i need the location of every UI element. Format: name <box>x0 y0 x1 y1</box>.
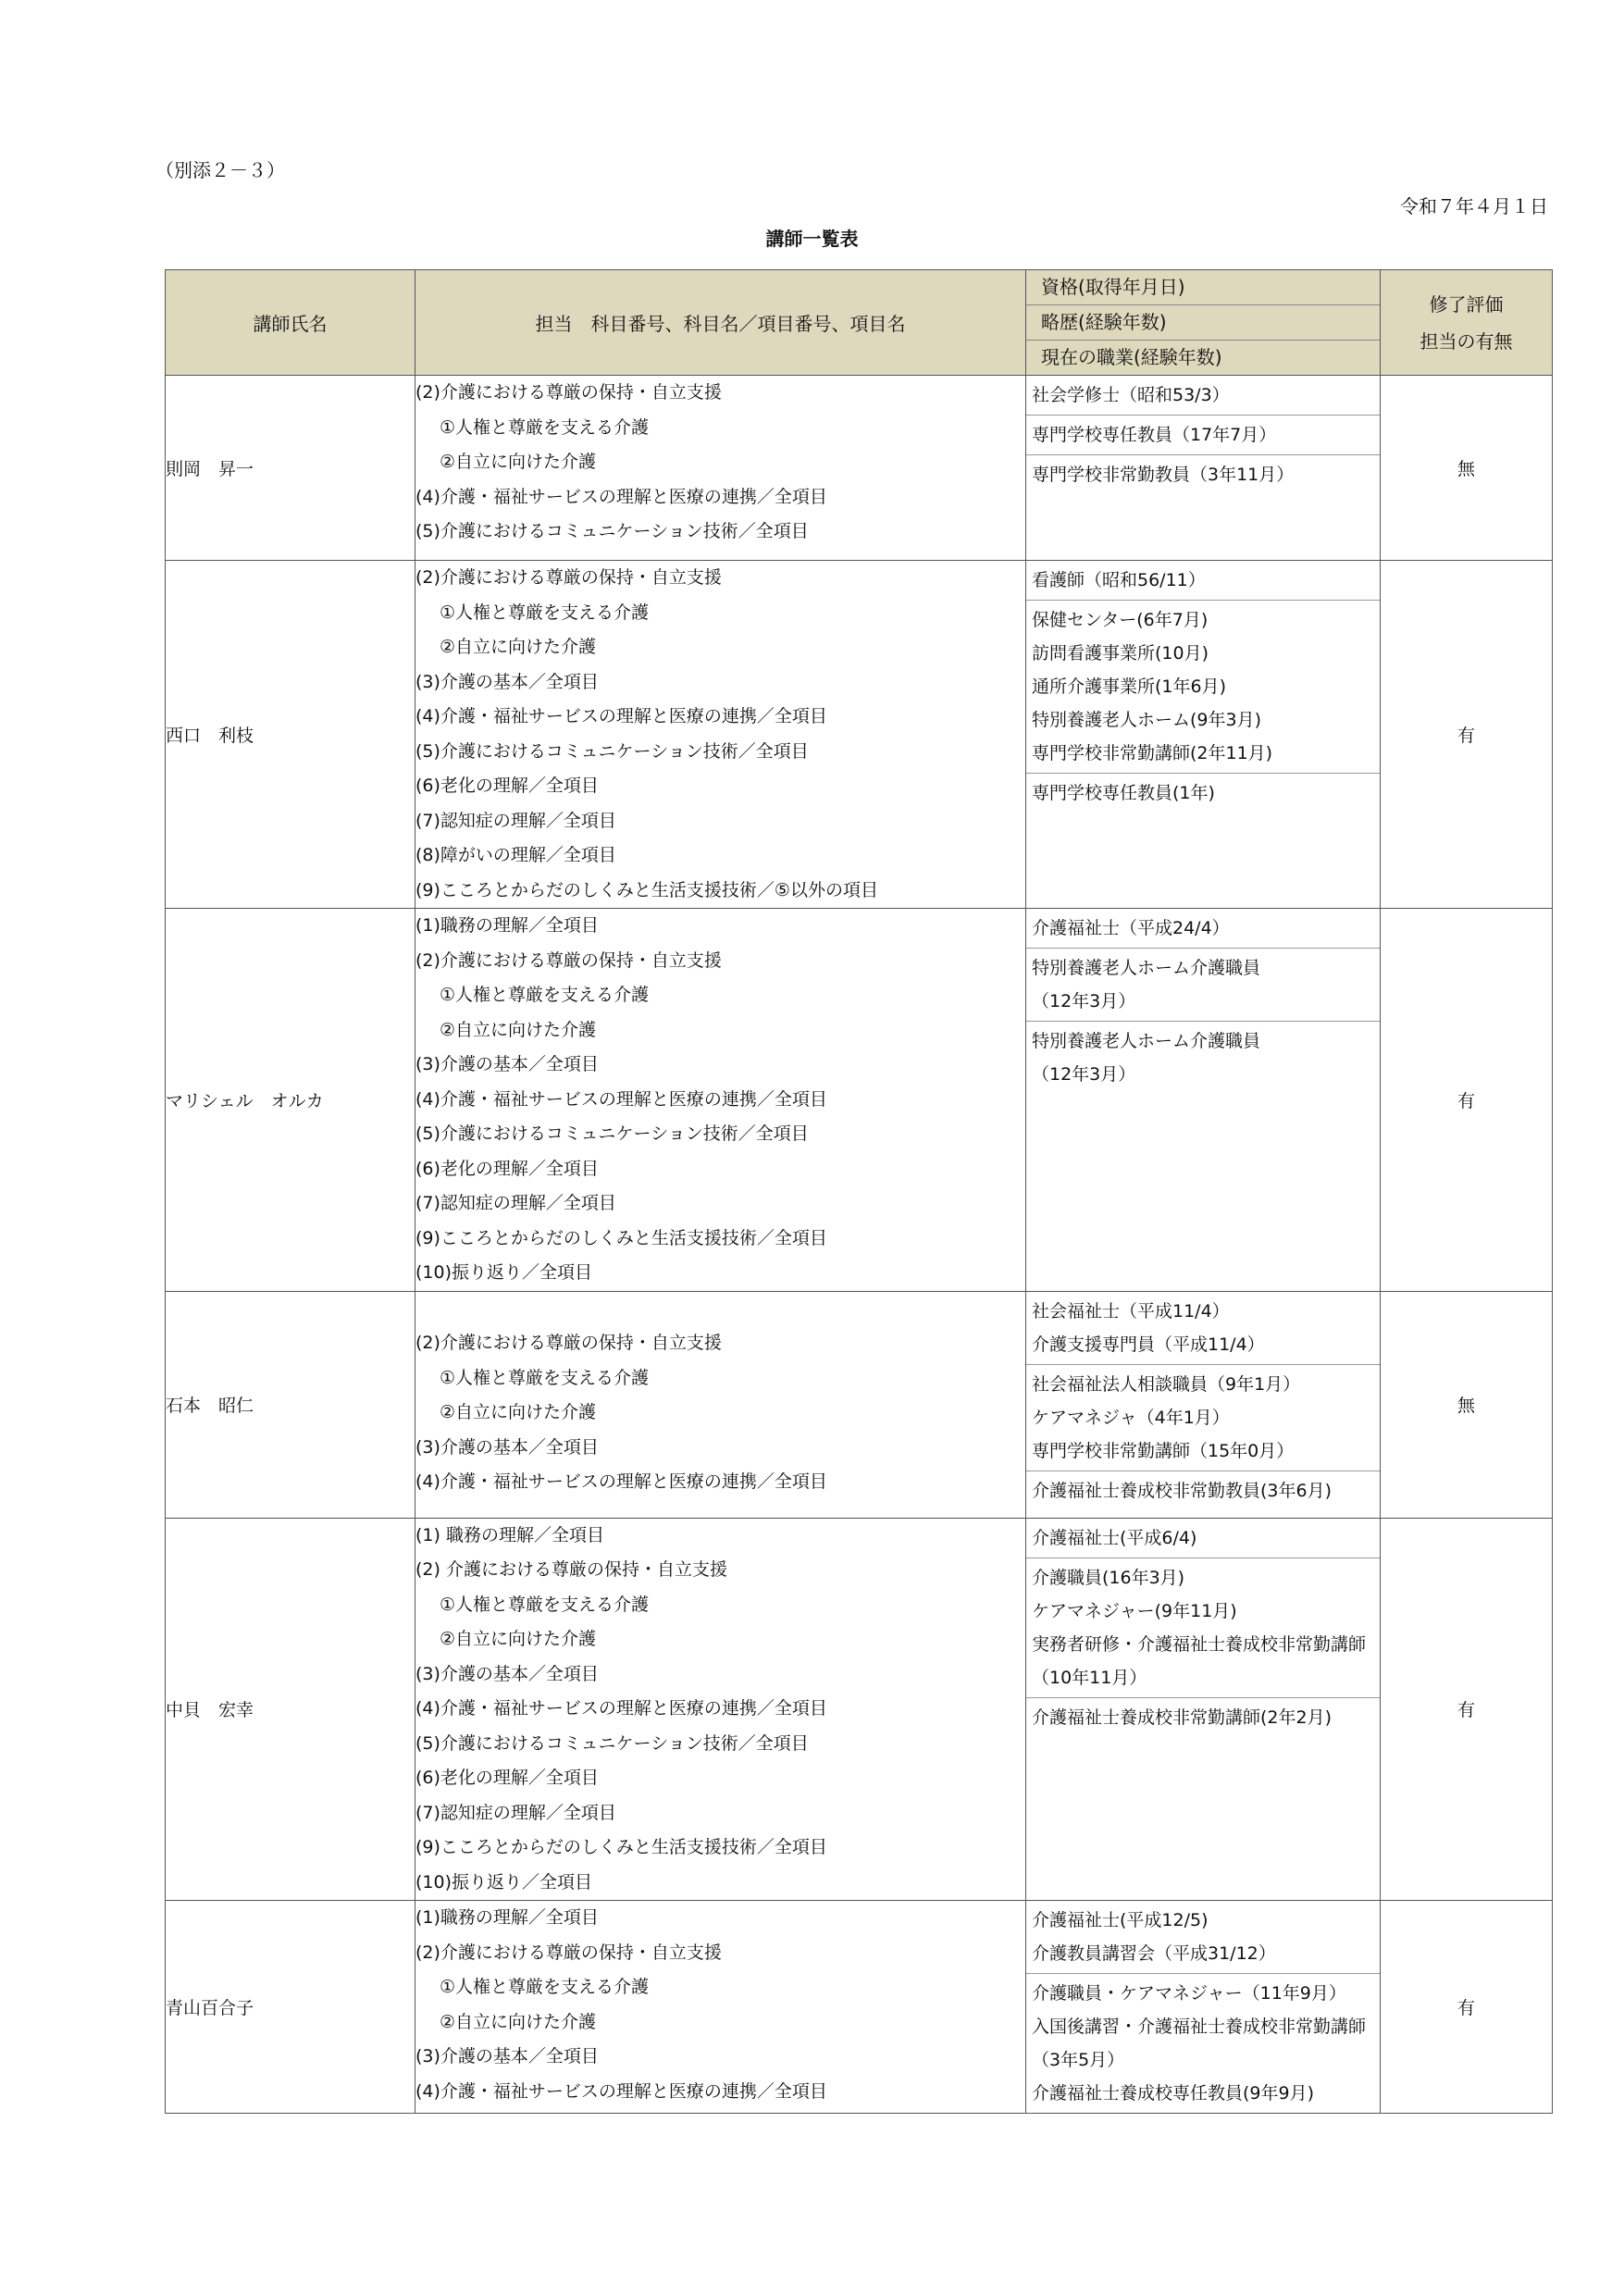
qualification-group <box>1026 601 1380 774</box>
evaluation-flag: 有 <box>1381 561 1553 909</box>
subject-item: (9)こころとからだのしくみと生活支援技術／全項目 <box>415 1227 827 1248</box>
subject-item: ①人権と尊厳を支える介護 <box>440 602 650 623</box>
qualification-item: 介護職員(16年3月) <box>1032 1567 1185 1588</box>
qualification-item: 特別養護老人ホーム介護職員 <box>1032 958 1261 978</box>
qualification-group <box>1026 1558 1380 1698</box>
qualification-group <box>1026 1519 1380 1558</box>
qualification-group <box>1026 909 1380 949</box>
subject-item: (7)認知症の理解／全項目 <box>415 1802 616 1823</box>
instructor-name: 則岡 昇一 <box>166 376 415 561</box>
qualification-item: 介護福祉士養成校非常勤講師(2年2月) <box>1032 1706 1333 1728</box>
header-name: 講師氏名 <box>166 270 415 376</box>
subject-item: (10)振り返り／全項目 <box>415 1262 593 1283</box>
subject-item: (5)介護におけるコミュニケーション技術／全項目 <box>415 521 809 541</box>
subject-item: (3)介護の基本／全項目 <box>415 1054 599 1074</box>
qualification-group <box>1026 1471 1380 1510</box>
qualification-item: 専門学校専任教員(1年) <box>1032 783 1215 803</box>
instructor-name: 西口 利枝 <box>166 561 415 909</box>
qualification-group <box>1026 1022 1380 1094</box>
qualification-item: 特別養護老人ホーム(9年3月) <box>1032 710 1262 730</box>
subject-item: (4)介護・福祉サービスの理解と医療の連携／全項目 <box>415 2080 827 2102</box>
evaluation-flag: 無 <box>1381 1291 1553 1518</box>
subject-item: (4)介護・福祉サービスの理解と医療の連携／全項目 <box>415 1471 827 1492</box>
header-subjects: 担当 科目番号、科目名／項目番号、項目名 <box>415 270 1026 376</box>
subject-item: (2)介護における尊厳の保持・自立支援 <box>415 382 722 403</box>
attachment-label: （別添２－３） <box>155 159 285 181</box>
qualification-item: 介護支援専門員（平成11/4） <box>1032 1334 1265 1355</box>
subject-item: (8)障がいの理解／全項目 <box>415 845 616 865</box>
evaluation-flag: 有 <box>1381 1518 1553 1901</box>
qualification-group <box>1026 561 1380 601</box>
qualification-item: ケアマネジャ（4年1月） <box>1032 1407 1230 1428</box>
table-row <box>166 376 1553 561</box>
subject-item: (1) 職務の理解／全項目 <box>415 1524 604 1545</box>
subjects-cell <box>415 1291 1026 1518</box>
instructor-name: 中貝 宏幸 <box>166 1518 415 1901</box>
subject-item: ②自立に向けた介護 <box>440 1019 597 1040</box>
qualification-group <box>1026 1365 1380 1471</box>
subject-item: (5)介護におけるコミュニケーション技術／全項目 <box>415 1732 809 1754</box>
qualification-group <box>1026 774 1380 813</box>
subject-item: (9)こころとからだのしくみと生活支援技術／全項目 <box>415 1837 827 1857</box>
subject-item: (4)介護・福祉サービスの理解と医療の連携／全項目 <box>415 1698 827 1719</box>
header-quals <box>1026 270 1381 376</box>
header-qual-certification: 資格(取得年月日) <box>1026 270 1380 305</box>
qualification-item: 介護福祉士養成校専任教員(9年9月) <box>1032 2083 1315 2104</box>
subject-item: ①人権と尊厳を支える介護 <box>440 1367 650 1388</box>
header-evaluation-line1: 修了評価 <box>1429 292 1504 316</box>
table-row <box>166 561 1553 909</box>
subject-item: (3)介護の基本／全項目 <box>415 2046 599 2066</box>
qualifications-cell <box>1026 909 1381 1292</box>
qualification-group <box>1026 1974 1380 2113</box>
evaluation-flag: 無 <box>1381 376 1553 561</box>
qualification-group <box>1026 1698 1380 1737</box>
qualification-group <box>1026 376 1380 416</box>
subjects-cell <box>415 561 1026 909</box>
subject-item: (6)老化の理解／全項目 <box>415 1768 599 1788</box>
subject-item: (1)職務の理解／全項目 <box>415 1907 599 1928</box>
instructor-table <box>165 269 1553 2114</box>
subject-item <box>415 1292 1025 1327</box>
subject-item: ①人権と尊厳を支える介護 <box>440 416 650 438</box>
qualification-item: 専門学校非常勤講師（15年0月） <box>1032 1440 1295 1461</box>
qualifications-cell <box>1026 1291 1381 1518</box>
qualification-item: 介護福祉士養成校非常勤教員(3年6月) <box>1032 1480 1333 1501</box>
qualification-group <box>1026 455 1380 494</box>
header-qual-history: 略歴(経験年数) <box>1026 305 1380 341</box>
subject-item: (4)介護・福祉サービスの理解と医療の連携／全項目 <box>415 1088 827 1110</box>
header-evaluation-line2: 担当の有無 <box>1419 329 1513 353</box>
subjects-cell <box>415 909 1026 1292</box>
subject-item: (1)職務の理解／全項目 <box>415 915 599 936</box>
header-qual-occupation: 現在の職業(経験年数) <box>1041 346 1222 368</box>
subject-item: ①人権と尊厳を支える介護 <box>440 1977 650 1997</box>
qualification-item: 介護福祉士(平成6/4) <box>1032 1527 1197 1548</box>
qualification-item: 看護師（昭和56/11） <box>1032 570 1206 590</box>
qualification-item: 専門学校非常勤講師(2年11月) <box>1032 743 1273 763</box>
qualification-item: 介護福祉士（平成24/4） <box>1032 918 1230 938</box>
evaluation-flag: 有 <box>1381 1901 1553 2114</box>
qualifications-cell <box>1026 561 1381 909</box>
document-date: 令和７年４月１日 <box>1400 195 1548 217</box>
subject-item: ②自立に向けた介護 <box>440 1629 597 1649</box>
table-row <box>166 909 1553 1292</box>
qualification-item: （12年3月） <box>1032 1064 1136 1085</box>
subject-item: (2) 介護における尊厳の保持・自立支援 <box>415 1559 727 1580</box>
subject-item: (9)こころとからだのしくみと生活支援技術／⑤以外の項目 <box>415 879 878 900</box>
subject-item: ②自立に向けた介護 <box>440 452 597 472</box>
qualifications-cell <box>1026 376 1381 561</box>
instructor-name: マリシェル オルカ <box>166 909 415 1292</box>
qualification-item: 社会福祉士（平成11/4） <box>1032 1300 1230 1322</box>
qualifications-cell <box>1026 1901 1381 2114</box>
qualification-item: 実務者研修・介護福祉士養成校非常勤講師（10年11月） <box>1032 1633 1367 1688</box>
evaluation-flag: 有 <box>1381 909 1553 1292</box>
subject-item: (2)介護における尊厳の保持・自立支援 <box>415 1333 722 1353</box>
subject-item: (3)介護の基本／全項目 <box>415 671 599 692</box>
qualification-group <box>1026 1292 1380 1365</box>
subject-item: (3)介護の基本／全項目 <box>415 1663 599 1684</box>
subject-item: (7)認知症の理解／全項目 <box>415 810 616 831</box>
qualification-item: 特別養護老人ホーム介護職員 <box>1032 1031 1261 1051</box>
subject-item: (10)振り返り／全項目 <box>415 1871 593 1893</box>
qualification-item: 専門学校専任教員（17年7月） <box>1032 425 1277 445</box>
subject-item: ②自立に向けた介護 <box>440 1402 597 1422</box>
qualification-item: 社会学修士（昭和53/3） <box>1032 385 1230 405</box>
qualification-item: 入国後講習・介護福祉士養成校非常勤講師（3年5月） <box>1032 2017 1367 2070</box>
table-row <box>166 1901 1553 2114</box>
qualification-item: ケアマネジャー(9年11月) <box>1032 1600 1237 1621</box>
subjects-cell <box>415 376 1026 561</box>
qualification-item: 介護教員講習会（平成31/12） <box>1032 1943 1276 1964</box>
table-row <box>166 1291 1553 1518</box>
qualifications-cell <box>1026 1518 1381 1901</box>
subject-item: ②自立に向けた介護 <box>440 637 597 657</box>
subjects-cell <box>415 1901 1026 2114</box>
subject-item: (4)介護・福祉サービスの理解と医療の連携／全項目 <box>415 486 827 507</box>
qualification-item: 通所介護事業所(1年6月) <box>1032 676 1227 697</box>
table-header-row <box>166 270 1553 376</box>
subject-item: ①人権と尊厳を支える介護 <box>440 1594 650 1615</box>
subjects-cell <box>415 1518 1026 1901</box>
qualification-group <box>1026 416 1380 455</box>
page-title: 講師一覧表 <box>765 228 859 250</box>
subject-item: (6)老化の理解／全項目 <box>415 1158 599 1179</box>
qualification-item: 専門学校非常勤教員（3年11月） <box>1032 465 1295 485</box>
subject-item: (2)介護における尊厳の保持・自立支援 <box>415 949 722 971</box>
subject-item: (5)介護におけるコミュニケーション技術／全項目 <box>415 740 809 762</box>
subject-item: (4)介護・福祉サービスの理解と医療の連携／全項目 <box>415 706 827 726</box>
subject-item: ①人権と尊厳を支える介護 <box>440 985 650 1005</box>
qualification-item: 保健センター(6年7月) <box>1032 610 1209 630</box>
subject-item: (2)介護における尊厳の保持・自立支援 <box>415 1942 722 1963</box>
qualification-item: 社会福祉法人相談職員（9年1月） <box>1032 1373 1301 1395</box>
subject-item: (5)介護におけるコミュニケーション技術／全項目 <box>415 1123 809 1144</box>
qualification-item: 訪問看護事業所(10月) <box>1032 643 1209 664</box>
subject-item: ②自立に向けた介護 <box>440 2011 597 2032</box>
qualification-item: 介護職員・ケアマネジャー（11年9月） <box>1032 1983 1346 2004</box>
table-body <box>166 376 1553 2114</box>
qualification-item: （12年3月） <box>1032 991 1136 1011</box>
subject-item: (6)老化の理解／全項目 <box>415 776 599 796</box>
instructor-name: 青山百合子 <box>166 1901 415 2114</box>
subject-item: (7)認知症の理解／全項目 <box>415 1193 616 1213</box>
subject-item: (3)介護の基本／全項目 <box>415 1436 599 1458</box>
table-row <box>166 1518 1553 1901</box>
qualification-item: 介護福祉士(平成12/5) <box>1032 1910 1209 1930</box>
header-evaluation <box>1381 270 1553 376</box>
qualification-group <box>1026 949 1380 1022</box>
subject-item: (2)介護における尊厳の保持・自立支援 <box>415 567 722 588</box>
instructor-name: 石本 昭仁 <box>166 1291 415 1518</box>
qualification-group <box>1026 1901 1380 1974</box>
